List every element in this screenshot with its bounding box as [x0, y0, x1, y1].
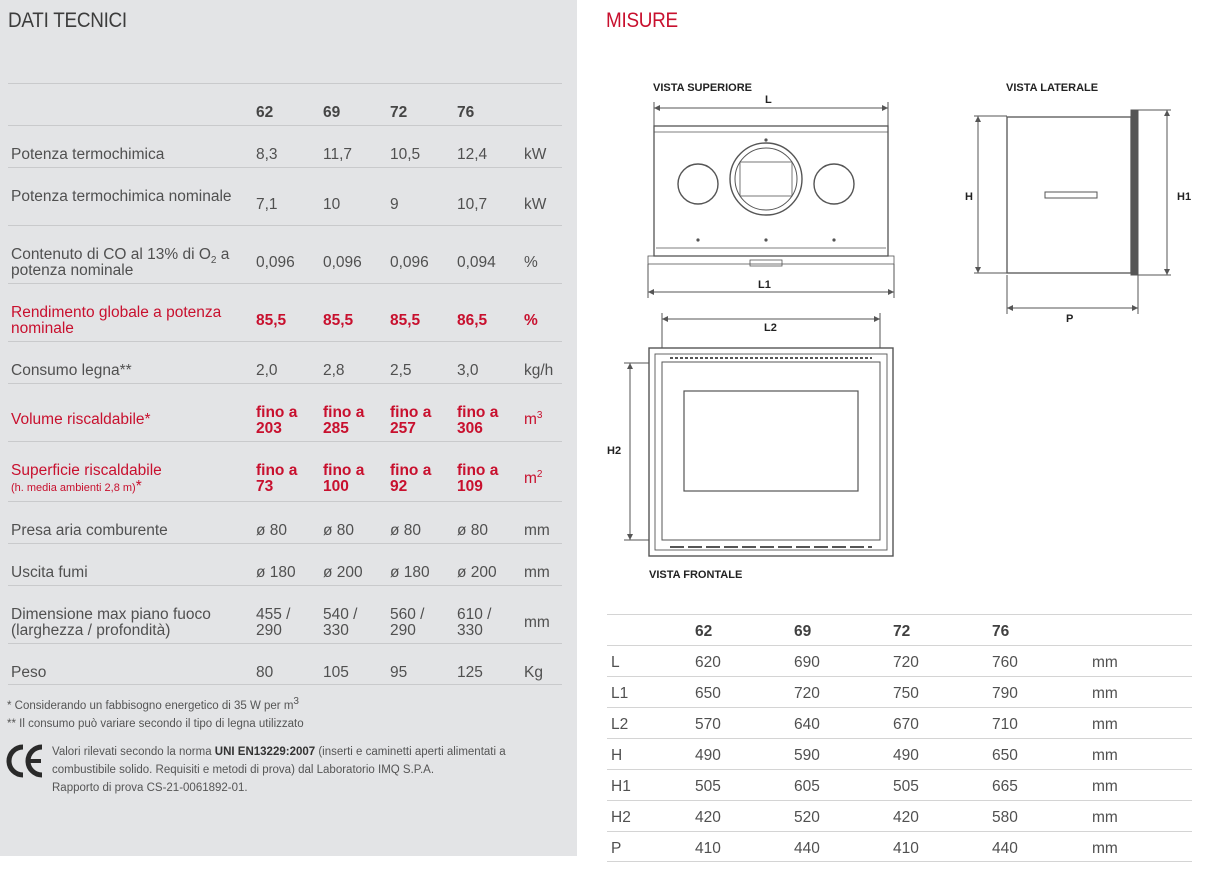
- row-unit: mm: [1092, 716, 1118, 733]
- row-value: 455 / 290: [256, 606, 291, 639]
- table-row: [607, 831, 1192, 862]
- row-unit: mm: [524, 614, 550, 631]
- row-value: 85,5: [256, 312, 287, 329]
- row-unit: $m^3$: [524, 409, 543, 428]
- table-row: [607, 707, 1192, 738]
- row-unit: $m^2$: [524, 468, 543, 487]
- table-row-highlight: [8, 383, 562, 441]
- row-value: ø 80: [256, 522, 288, 539]
- row-value: 420: [893, 809, 919, 826]
- dim-L-label: L: [765, 94, 772, 106]
- row-label: Consumo legna**: [11, 362, 132, 379]
- row-value: 560 / 290: [390, 606, 425, 639]
- row-value: 9: [390, 196, 399, 213]
- row-value: 540 / 330: [323, 606, 358, 639]
- row-value: 505: [695, 778, 721, 795]
- model-header: 69: [323, 104, 341, 121]
- technical-data-table: [8, 83, 562, 685]
- row-unit: kg/h: [524, 362, 554, 379]
- technical-drawings: [600, 70, 1200, 590]
- dim-H1-label: H1: [1177, 191, 1192, 203]
- row-value: 665: [992, 778, 1018, 795]
- row-value: 85,5: [323, 312, 354, 329]
- row-value: fino a 285: [323, 404, 365, 437]
- table-row: [8, 501, 562, 543]
- top-view-drawing: [648, 82, 894, 298]
- dimension-label: H2: [611, 809, 631, 826]
- row-value: fino a 100: [323, 462, 365, 495]
- row-value: 650: [695, 685, 721, 702]
- table-row: [8, 125, 562, 167]
- dimension-label: H: [611, 747, 623, 764]
- model-header: 69: [794, 623, 812, 640]
- row-value: 750: [893, 685, 919, 702]
- row-value: 8,3: [256, 146, 278, 163]
- table-row: [8, 543, 562, 585]
- row-label: Dimensione max piano fuoco (larghezza / profondità): [11, 606, 211, 639]
- table-header-row: [607, 614, 1192, 645]
- row-value: 650: [992, 747, 1018, 764]
- table-row: [8, 341, 562, 383]
- side-view-drawing: [965, 82, 1191, 325]
- row-value: 420: [695, 809, 721, 826]
- row-value: 410: [893, 840, 919, 857]
- model-header: 72: [390, 104, 408, 121]
- row-value: 605: [794, 778, 820, 795]
- front-view-drawing: [607, 313, 893, 581]
- row-value: 790: [992, 685, 1018, 702]
- row-value: 85,5: [390, 312, 421, 329]
- row-value: 2,8: [323, 362, 345, 379]
- row-unit: mm: [1092, 747, 1118, 764]
- row-value: 125: [457, 664, 483, 681]
- row-label: Volume riscaldabile*: [11, 411, 151, 428]
- row-value: 720: [893, 654, 919, 671]
- table-row-highlight: [8, 441, 562, 501]
- row-value: 3,0: [457, 362, 479, 379]
- row-value: 670: [893, 716, 919, 733]
- row-value: ø 180: [390, 564, 430, 581]
- row-value: 2,0: [256, 362, 278, 379]
- row-value: 720: [794, 685, 820, 702]
- row-value: 640: [794, 716, 820, 733]
- row-value: 80: [256, 664, 274, 681]
- row-value: 440: [992, 840, 1018, 857]
- row-label: Peso: [11, 664, 47, 681]
- row-value: 580: [992, 809, 1018, 826]
- row-value: 490: [695, 747, 721, 764]
- row-label: Presa aria comburente: [11, 522, 168, 539]
- row-unit: mm: [524, 522, 550, 539]
- row-value: 0,096: [323, 254, 362, 271]
- measures-table: [607, 614, 1192, 862]
- row-value: 760: [992, 654, 1018, 671]
- ce-mark-icon: [6, 744, 44, 778]
- row-value: 710: [992, 716, 1018, 733]
- certification-note: Valori rilevati secondo la norma UNI EN13229:2007 (inserti e caminetti aperti alimentati a combustibile solido. Requisiti e metodi di prova) dal Laboratorio IMQ S.P.A. Rapporto di prova CS-21-0061892-01.: [52, 746, 506, 794]
- row-label: Potenza termochimica nominale: [11, 188, 232, 205]
- row-unit: %: [524, 312, 538, 329]
- dimension-label: P: [611, 840, 622, 857]
- row-unit: kW: [524, 196, 547, 213]
- top-view-label: VISTA SUPERIORE: [653, 82, 753, 94]
- row-unit: mm: [1092, 778, 1118, 795]
- row-value: fino a 306: [457, 404, 499, 437]
- footnote-wood: ** Il consumo può variare secondo il tipo di legna utilizzato: [7, 718, 304, 730]
- row-unit: mm: [1092, 840, 1118, 857]
- row-unit: mm: [1092, 654, 1118, 671]
- row-value: 7,1: [256, 196, 278, 213]
- row-unit: mm: [524, 564, 550, 581]
- row-unit: %: [524, 254, 538, 271]
- row-value: 505: [893, 778, 919, 795]
- row-value: fino a 109: [457, 462, 499, 495]
- row-value: 86,5: [457, 312, 488, 329]
- row-label: Rendimento globale a potenza nominale: [11, 304, 222, 337]
- row-value: 10,7: [457, 196, 488, 213]
- row-unit: mm: [1092, 809, 1118, 826]
- technical-data-title: DATI TECNICI: [8, 9, 127, 32]
- row-label: Superficie riscaldabile (h. media ambienti 2,8 m)*: [11, 462, 162, 495]
- side-view-label: VISTA LATERALE: [1006, 82, 1099, 94]
- row-value: 690: [794, 654, 820, 671]
- dim-H2-label: H2: [607, 445, 622, 457]
- row-label: Contenuto di CO al 13% di $O_2$ a potenza nominale: [11, 246, 230, 279]
- table-header-row: [8, 83, 562, 125]
- dimension-label: L1: [611, 685, 629, 702]
- row-unit: mm: [1092, 685, 1118, 702]
- model-header: 62: [695, 623, 713, 640]
- dimension-label: L: [611, 654, 620, 671]
- measures-title: MISURE: [606, 9, 678, 32]
- dimension-label: L2: [611, 716, 629, 733]
- row-value: 0,094: [457, 254, 496, 271]
- row-value: 105: [323, 664, 349, 681]
- row-value: fino a 73: [256, 462, 298, 495]
- row-value: 0,096: [390, 254, 429, 271]
- row-value: 520: [794, 809, 820, 826]
- row-value: 590: [794, 747, 820, 764]
- row-value: 410: [695, 840, 721, 857]
- row-value: 12,4: [457, 146, 488, 163]
- row-value: 2,5: [390, 362, 412, 379]
- table-row: [8, 225, 562, 283]
- table-row: [8, 167, 562, 225]
- dimension-label: H1: [611, 778, 631, 795]
- model-header: 62: [256, 104, 274, 121]
- row-value: 620: [695, 654, 721, 671]
- row-value: 570: [695, 716, 721, 733]
- dim-L1-label: L1: [758, 279, 771, 291]
- table-row: [8, 585, 562, 643]
- row-unit: Kg: [524, 664, 543, 681]
- row-value: ø 200: [457, 564, 497, 581]
- footnotes: [7, 697, 304, 733]
- dim-P-label: P: [1066, 313, 1074, 325]
- row-value: 490: [893, 747, 919, 764]
- row-value: ø 80: [323, 522, 355, 539]
- front-view-label: VISTA FRONTALE: [649, 569, 743, 581]
- row-value: 440: [794, 840, 820, 857]
- table-row: [607, 676, 1192, 707]
- table-row-highlight: [8, 283, 562, 341]
- row-value: 10: [323, 196, 341, 213]
- table-row: [607, 738, 1192, 769]
- row-value: fino a 203: [256, 404, 298, 437]
- table-row: [607, 769, 1192, 800]
- table-row: [607, 645, 1192, 676]
- dim-H-label: H: [965, 191, 973, 203]
- row-value: ø 80: [457, 522, 489, 539]
- row-value: fino a 92: [390, 462, 432, 495]
- row-value: ø 80: [390, 522, 422, 539]
- row-value: 610 / 330: [457, 606, 492, 639]
- dim-L2-label: L2: [764, 322, 777, 334]
- model-header: 76: [457, 104, 475, 121]
- row-unit: kW: [524, 146, 547, 163]
- row-value: ø 180: [256, 564, 296, 581]
- table-row: [8, 643, 562, 685]
- row-label: Uscita fumi: [11, 564, 88, 581]
- footnote-energy: * Considerando un fabbisogno energetico di 35 W per $m^3$: [7, 696, 299, 712]
- row-value: ø 200: [323, 564, 363, 581]
- row-value: 10,5: [390, 146, 421, 163]
- model-header: 76: [992, 623, 1010, 640]
- row-value: 0,096: [256, 254, 295, 271]
- row-value: 95: [390, 664, 408, 681]
- row-value: 11,7: [323, 146, 353, 163]
- model-header: 72: [893, 623, 911, 640]
- table-row: [607, 800, 1192, 831]
- row-value: fino a 257: [390, 404, 432, 437]
- row-label: Potenza termochimica: [11, 146, 165, 163]
